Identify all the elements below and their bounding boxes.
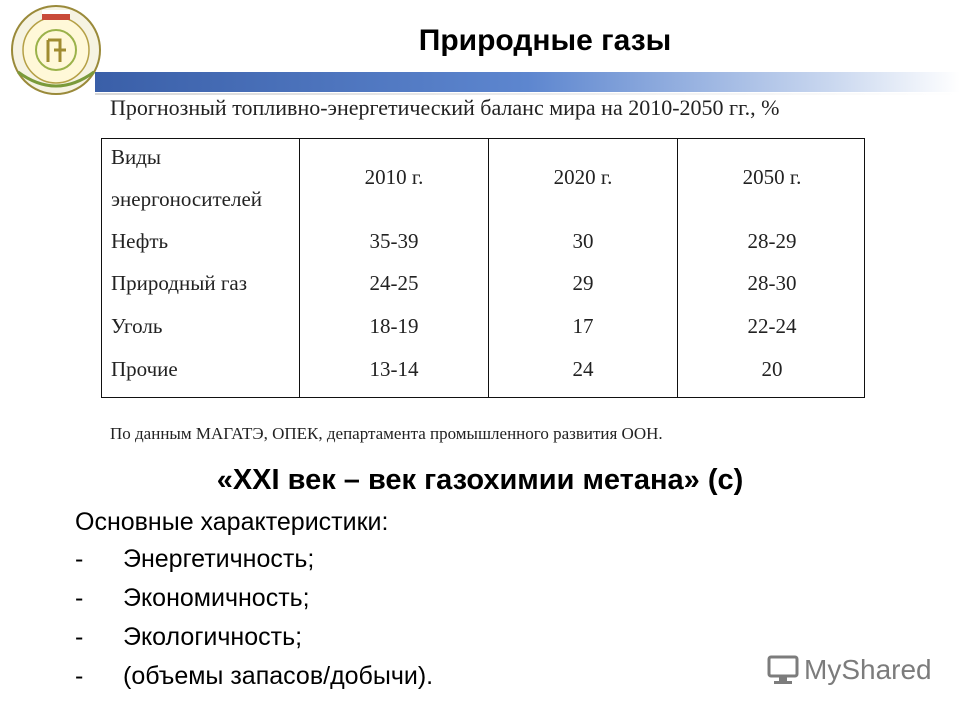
watermark-text: MyShared bbox=[804, 654, 932, 685]
slogan-heading: «XXI век – век газохимии метана» (с) bbox=[216, 464, 744, 496]
row-label: Уголь bbox=[111, 314, 163, 338]
features-list bbox=[75, 545, 433, 701]
header-kind-line1: Виды bbox=[111, 145, 162, 169]
header-year: 2050 г. bbox=[742, 165, 802, 189]
bullet-dash: - bbox=[75, 623, 84, 651]
list-item bbox=[75, 623, 433, 662]
header-year: 2020 г. bbox=[553, 165, 613, 189]
university-logo bbox=[2, 2, 110, 98]
myshared-watermark bbox=[766, 654, 932, 686]
row-value: 28-30 bbox=[747, 271, 797, 295]
row-label: Природный газ bbox=[111, 271, 248, 295]
monitor-icon bbox=[766, 655, 800, 685]
table-source-note: По данным МАГАТЭ, ОПЕК, департамента промышленного развития ООН. bbox=[110, 424, 663, 443]
row-value: 22-24 bbox=[747, 314, 797, 338]
list-item bbox=[75, 545, 433, 584]
bullet-dash: - bbox=[75, 662, 84, 690]
feature-text: Экологичность; bbox=[123, 623, 303, 651]
feature-text: Экономичность; bbox=[123, 584, 310, 612]
row-value: 35-39 bbox=[369, 229, 419, 253]
row-value: 20 bbox=[761, 357, 783, 381]
row-value: 24 bbox=[572, 357, 594, 381]
row-label: Прочие bbox=[111, 357, 178, 381]
row-value: 18-19 bbox=[369, 314, 419, 338]
row-label: Нефть bbox=[111, 229, 169, 253]
table-caption: Прогнозный топливно-энергетический баланс мира на 2010-2050 гг., % bbox=[110, 95, 780, 120]
header-gradient-bar bbox=[95, 72, 960, 92]
page-title: Природные газы bbox=[418, 24, 672, 57]
row-value: 30 bbox=[572, 229, 594, 253]
list-item bbox=[75, 662, 433, 701]
bullet-dash: - bbox=[75, 545, 84, 573]
features-intro: Основные характеристики: bbox=[75, 508, 389, 536]
energy-balance-table bbox=[101, 138, 865, 398]
bullet-dash: - bbox=[75, 584, 84, 612]
header-kind-line2: энергоносителей bbox=[111, 187, 263, 211]
university-seal-icon bbox=[2, 2, 110, 98]
feature-text: Энергетичность; bbox=[123, 545, 315, 573]
feature-text: (объемы запасов/добычи). bbox=[123, 662, 434, 690]
row-value: 24-25 bbox=[369, 271, 419, 295]
header-year: 2010 г. bbox=[364, 165, 424, 189]
row-value: 29 bbox=[572, 271, 594, 295]
list-item bbox=[75, 584, 433, 623]
row-value: 13-14 bbox=[369, 357, 419, 381]
row-value: 28-29 bbox=[747, 229, 797, 253]
row-value: 17 bbox=[572, 314, 594, 338]
